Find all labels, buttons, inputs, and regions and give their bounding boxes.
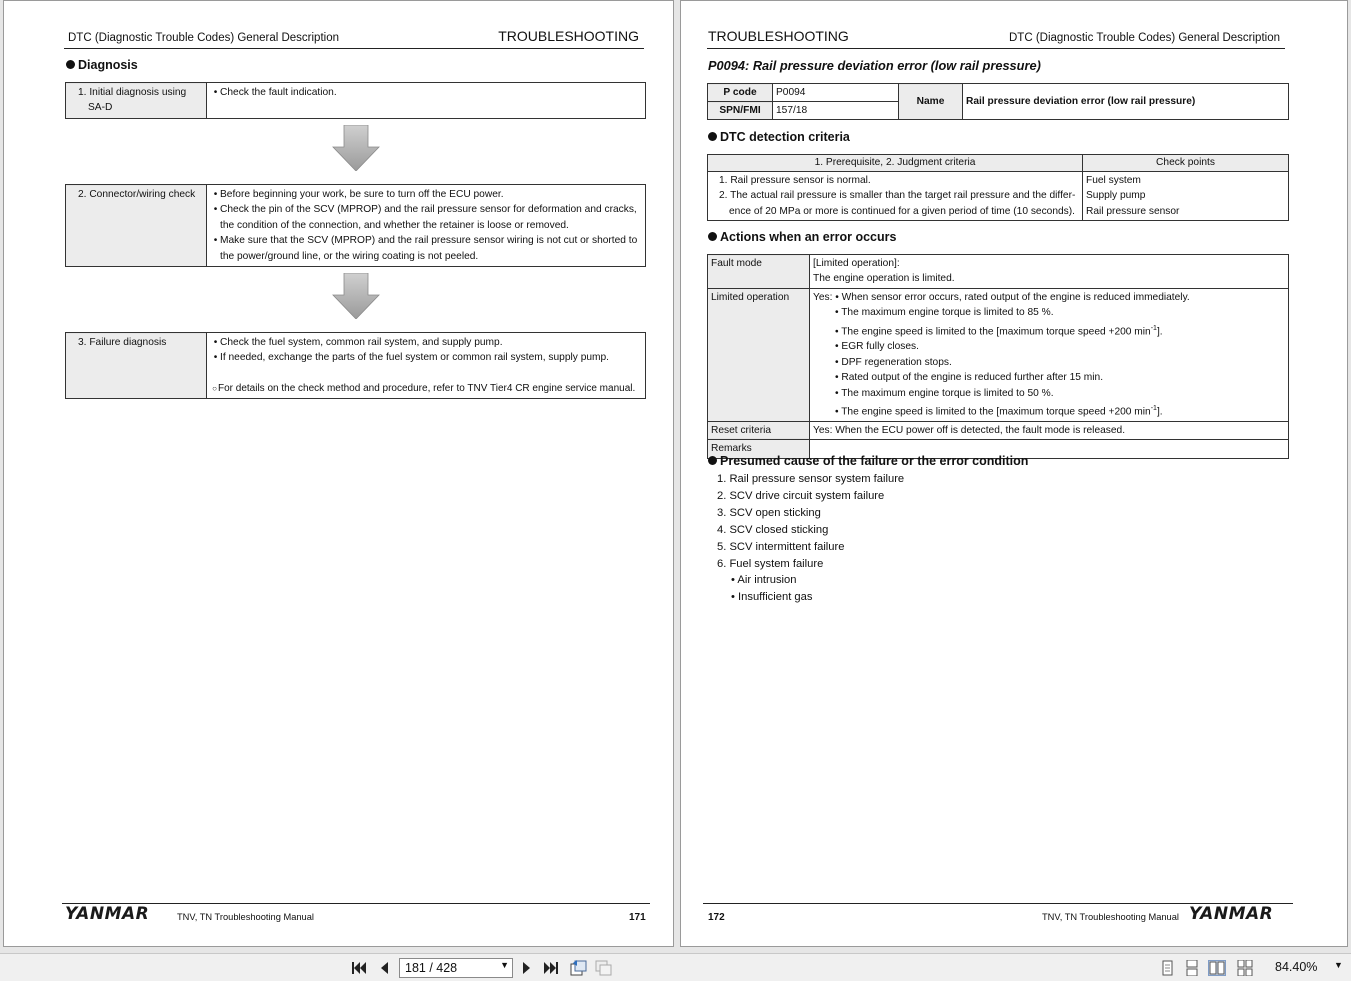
facing-view-button[interactable] (1208, 960, 1226, 976)
spn-value: 157/18 (773, 102, 899, 120)
limited-operation-label: Limited operation (708, 288, 810, 421)
step-bullet: Check the fault indication. (220, 87, 337, 98)
yanmar-logo: YANMAR (65, 904, 150, 924)
section-title-dtc (708, 130, 850, 144)
page-number: 172 (708, 912, 725, 923)
page-dropdown-icon[interactable]: ▼ (500, 960, 509, 970)
page-number-input[interactable] (399, 958, 513, 978)
section-title-diagnosis (66, 58, 138, 72)
step-label (66, 83, 207, 119)
next-page-icon (521, 961, 533, 975)
col-criteria: 1. Prerequisite, 2. Judgment criteria (708, 155, 1083, 172)
step-label-line: 2. Connector/wiring check (78, 189, 196, 200)
next-page-button[interactable] (518, 960, 536, 976)
facing-continuous-view-button[interactable] (1236, 960, 1254, 976)
step-label (66, 185, 207, 267)
facing-continuous-icon (1236, 960, 1254, 976)
diagnosis-step-3 (65, 332, 646, 399)
viewer-toolbar (0, 953, 1351, 981)
reset-criteria-label: Reset criteria (708, 421, 810, 439)
step-bullet: Make sure that the SCV (MPROP) and the rail pressure sensor wiring is not cut or shorted to (220, 235, 638, 247)
step-label (66, 333, 207, 399)
cause-item: 2. SCV drive circuit system failure (717, 489, 885, 502)
step-bullet: If needed, exchange the parts of the fuel system or common rail system, supply pump. (220, 352, 610, 364)
continuous-page-icon (1183, 960, 1201, 976)
sub-cause-text: Air intrusion (737, 574, 797, 587)
down-arrow-icon (332, 273, 380, 319)
page-header (707, 27, 1285, 49)
criteria-line: 1. Rail pressure sensor is normal. (719, 175, 871, 186)
superscript: -1 (1150, 324, 1157, 332)
step-note: For details on the check method and procedure, refer to TNV Tier4 CR engine service manual. (218, 382, 636, 394)
step-content: • Check the fuel system, common rail system, and supply pump. • If needed, exchange the parts of the fuel system or common rail system, supply pump. ○ For details on the check method and procedure, refer to TNV Tier4 CR engine service manual. (207, 333, 646, 399)
causes-list (717, 471, 904, 606)
section-title-text: Diagnosis (78, 58, 138, 72)
limited-line (813, 401, 1285, 420)
last-page-icon (543, 961, 559, 975)
bullet-dot (66, 60, 75, 69)
limited-line: • DPF regeneration stops. (835, 356, 952, 368)
page-171 (3, 0, 674, 947)
section-title-text: DTC detection criteria (720, 130, 850, 144)
bullet-dot (708, 232, 717, 241)
step-bullet: Check the fuel system, common rail system, and supply pump. (220, 337, 503, 348)
header-right: TROUBLESHOOTING (498, 28, 639, 44)
bullet-dot (708, 456, 717, 465)
header-left: TROUBLESHOOTING (708, 28, 849, 44)
back-view-icon (569, 960, 587, 976)
single-page-icon (1158, 960, 1176, 976)
sub-cause-text: Insufficient gas (738, 591, 813, 604)
step-bullet-cont: the power/ground line, or the wiring coating is not peeled. (220, 250, 479, 262)
limited-line: • The maximum engine torque is limited to 85 %. (835, 307, 1054, 319)
bracket: ]. (1156, 406, 1163, 418)
go-back-view-button[interactable] (569, 960, 587, 976)
step-label-line: 1. Initial diagnosis using (78, 87, 187, 98)
bullet-dot (708, 132, 717, 141)
sub-cause-item: • Air intrusion (731, 574, 797, 587)
limited-operation-value (810, 288, 1289, 421)
footer-text: TNV, TN Troubleshooting Manual (177, 912, 314, 922)
page-number: 171 (629, 912, 646, 923)
footer-divider (62, 903, 650, 904)
header-left: DTC (Diagnostic Trouble Codes) General Description (68, 32, 339, 44)
zoom-level[interactable]: 84.40% (1275, 960, 1318, 974)
limited-line: Yes: • When sensor error occurs, rated output of the engine is reduced immediately. (813, 291, 1190, 303)
dtc-title: P0094: Rail pressure deviation error (low rail pressure) (708, 58, 1041, 73)
criteria-line: 2. The actual rail pressure is smaller than the target rail pressure and the differ- (719, 190, 1076, 202)
step-bullet: Check the pin of the SCV (MPROP) and the rail pressure sensor for deformation and cracks, (220, 204, 637, 216)
step-label-line: 3. Failure diagnosis (78, 337, 167, 348)
limited-line: • EGR fully closes. (835, 341, 919, 353)
name-value: Rail pressure deviation error (low rail pressure) (963, 84, 1289, 120)
sub-cause-item: • Insufficient gas (731, 591, 813, 604)
section-title-causes (708, 454, 1028, 468)
header-right: DTC (Diagnostic Trouble Codes) General Description (1009, 32, 1280, 44)
page-indicator-text: 181 / 428 (405, 961, 458, 975)
first-page-button[interactable] (350, 960, 368, 976)
cause-item: 4. SCV closed sticking (717, 523, 829, 536)
limited-line-text: • The engine speed is limited to the [maximum torque speed +200 min (835, 326, 1151, 338)
fault-mode-value (810, 255, 1289, 289)
section-title-actions (708, 230, 896, 244)
spn-label: SPN/FMI (708, 102, 773, 120)
step-bullet: Before beginning your work, be sure to turn off the ECU power. (220, 189, 504, 200)
cause-item: 3. SCV open sticking (717, 506, 821, 519)
step-content: • Before beginning your work, be sure to turn off the ECU power. • Check the pin of the SCV (MPROP) and the rail pressure sensor for deformation and cracks, the condition of the connection, and whether the retainer is loose or removed. • Make sure that the SCV (MPROP) and the rail pressure sensor wiring is not cut or shorted to the power/ground line, or the wiring coating is not peeled. (207, 185, 646, 267)
step-bullet-cont: the condition of the connection, and whether the retainer is loose or removed. (220, 219, 569, 231)
footer-text: TNV, TN Troubleshooting Manual (1042, 912, 1179, 922)
check-points-cell (1083, 172, 1289, 221)
check-point: Fuel system (1086, 175, 1141, 186)
continuous-view-button[interactable] (1183, 960, 1201, 976)
go-forward-view-button[interactable] (594, 960, 612, 976)
limited-line: • Rated output of the engine is reduced further after 15 min. (835, 372, 1104, 384)
bracket: ]. (1156, 326, 1163, 338)
previous-page-icon (378, 961, 390, 975)
cause-item: 5. SCV intermittent failure (717, 540, 845, 553)
pcode-value: P0094 (773, 84, 899, 102)
yanmar-logo: YANMAR (1189, 904, 1274, 924)
criteria-cell (708, 172, 1083, 221)
pcode-label: P code (708, 84, 773, 102)
fault-mode-line: [Limited operation]: (813, 258, 900, 269)
reset-criteria-value: Yes: When the ECU power off is detected, the fault mode is released. (810, 421, 1289, 439)
single-page-view-button[interactable] (1158, 960, 1176, 976)
section-title-text: Presumed cause of the failure or the error condition (720, 454, 1029, 468)
check-point: Rail pressure sensor (1086, 205, 1180, 217)
first-page-icon (351, 961, 367, 975)
step-label-line: SA-D (88, 102, 113, 114)
section-title-text: Actions when an error occurs (720, 230, 897, 244)
limited-line (813, 321, 1285, 340)
cause-item: 1. Rail pressure sensor system failure (717, 473, 905, 485)
fault-mode-label: Fault mode (708, 255, 810, 289)
dtc-criteria-table (707, 154, 1289, 221)
superscript: -1 (1150, 405, 1157, 413)
diagnosis-step-1 (65, 82, 646, 119)
col-check-points: Check points (1083, 155, 1289, 172)
zoom-dropdown-icon[interactable]: ▼ (1334, 960, 1343, 970)
page-172 (680, 0, 1348, 947)
diagnosis-step-2 (65, 184, 646, 267)
fault-mode-line: The engine operation is limited. (813, 273, 955, 285)
limited-line-text: • The engine speed is limited to the [maximum torque speed +200 min (835, 406, 1151, 418)
previous-page-button[interactable] (375, 960, 393, 976)
down-arrow-icon (332, 125, 380, 171)
remarks-label: Remarks (708, 440, 810, 458)
limited-line: • The maximum engine torque is limited to 50 %. (835, 387, 1054, 399)
cause-item: 6. Fuel system failure (717, 557, 824, 570)
actions-table (707, 254, 1289, 459)
criteria-line: ence of 20 MPa or more is continued for a given period of time (10 seconds). (729, 205, 1075, 217)
facing-pages-icon (1209, 961, 1225, 975)
forward-view-icon (594, 960, 612, 976)
check-point: Supply pump (1086, 190, 1146, 202)
name-label: Name (899, 84, 963, 120)
step-content: • Check the fault indication. (207, 83, 646, 119)
pcode-table (707, 83, 1289, 120)
last-page-button[interactable] (542, 960, 560, 976)
page-header (64, 27, 644, 49)
